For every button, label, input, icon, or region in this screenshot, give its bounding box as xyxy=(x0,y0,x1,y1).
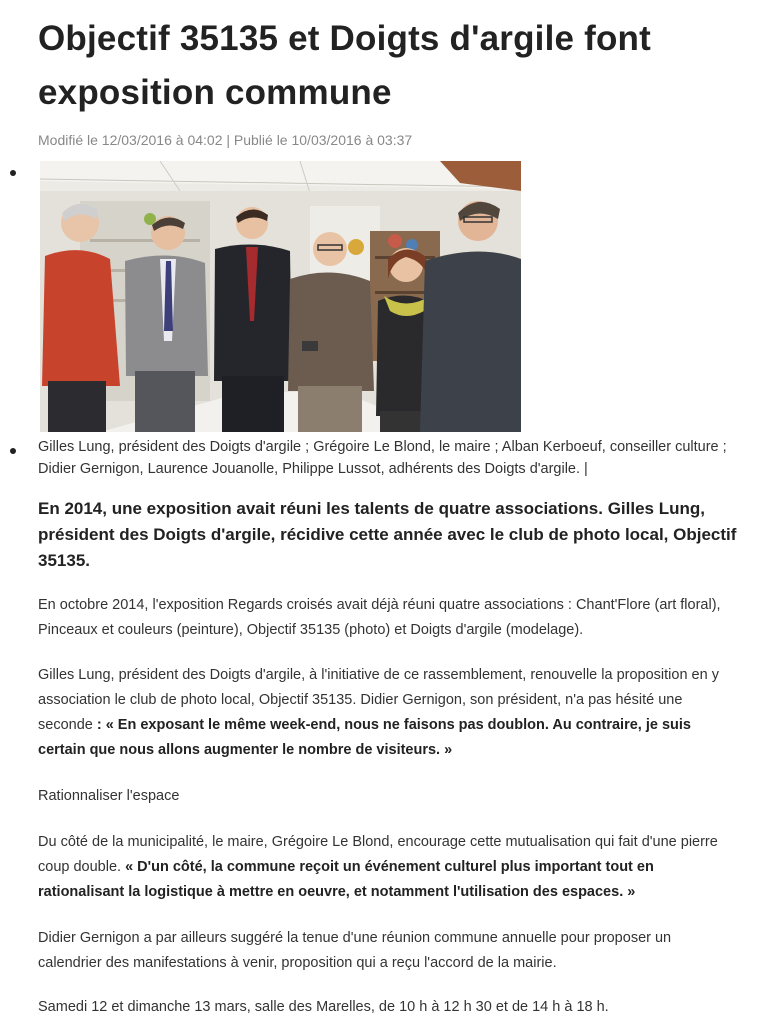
paragraph xyxy=(38,830,728,905)
article-title: Objectif 35135 et Doigts d'argile font exposition commune xyxy=(38,19,651,112)
photo-caption: Gilles Lung, président des Doigts d'argile ; Grégoire Le Blond, le maire ; Alban Kerboeuf, conseiller culture ; Didier Gernigon, Laurence Jouanolle, Philippe Lussot, adhérents des Doigts d'argile. | xyxy=(38,439,727,477)
photo-illustration xyxy=(40,161,521,432)
paragraph xyxy=(38,663,728,763)
article-header xyxy=(38,0,738,150)
article-lead: En 2014, une exposition avait réuni les talents de quatre associations. Gilles Lung, président des Doigts d'argile, récidive cette année avec le club de photo local, Objectif 35135. xyxy=(38,499,737,570)
paragraph-event-info: Samedi 12 et dimanche 13 mars, salle des Marelles, de 10 h à 12 h 30 et de 14 h à 18 h. xyxy=(38,999,609,1015)
article-meta: Modifié le 12/03/2016 à 04:02 | Publié le 10/03/2016 à 03:37 xyxy=(38,132,413,148)
paragraph-text: Du côté de la municipalité, le maire, Grégoire Le Blond, encourage cette mutualisation qui fait d'une pierre coup double. xyxy=(38,834,718,875)
paragraph-text: Gilles Lung, président des Doigts d'argile, à l'initiative de ce rassemblement, renouvelle la proposition en y association le club de photo local, Objectif 35135. Didier Gernigon, son président, n'a pas hésité une seconde xyxy=(38,667,719,733)
paragraph: Didier Gernigon a par ailleurs suggéré la tenue d'une réunion commune annuelle pour proposer un calendrier des manifestations à venir, proposition qui a reçu l'accord de la mairie. xyxy=(38,930,672,971)
article-photo[interactable] xyxy=(40,161,521,432)
quote-text: : « En exposant le même week-end, nous ne faisons pas doublon. Au contraire, je suis certain que nous allons augmenter le nombre de visiteurs. » xyxy=(38,717,691,758)
list-bullet xyxy=(10,448,16,454)
paragraph: En octobre 2014, l'exposition Regards croisés avait déjà réuni quatre associations : Chant'Flore (art floral), Pinceaux et couleurs (peinture), Objectif 35135 (photo) et Doigts d'argile (modelage). xyxy=(38,597,721,638)
subheading: Rationnaliser l'espace xyxy=(38,788,180,804)
quote-text: « D'un côté, la commune reçoit un événement culturel plus important tout en rationalisant la logistique à mettre en oeuvre, et notamment l'utilisation des espaces. » xyxy=(38,859,654,900)
list-bullet xyxy=(10,170,16,176)
